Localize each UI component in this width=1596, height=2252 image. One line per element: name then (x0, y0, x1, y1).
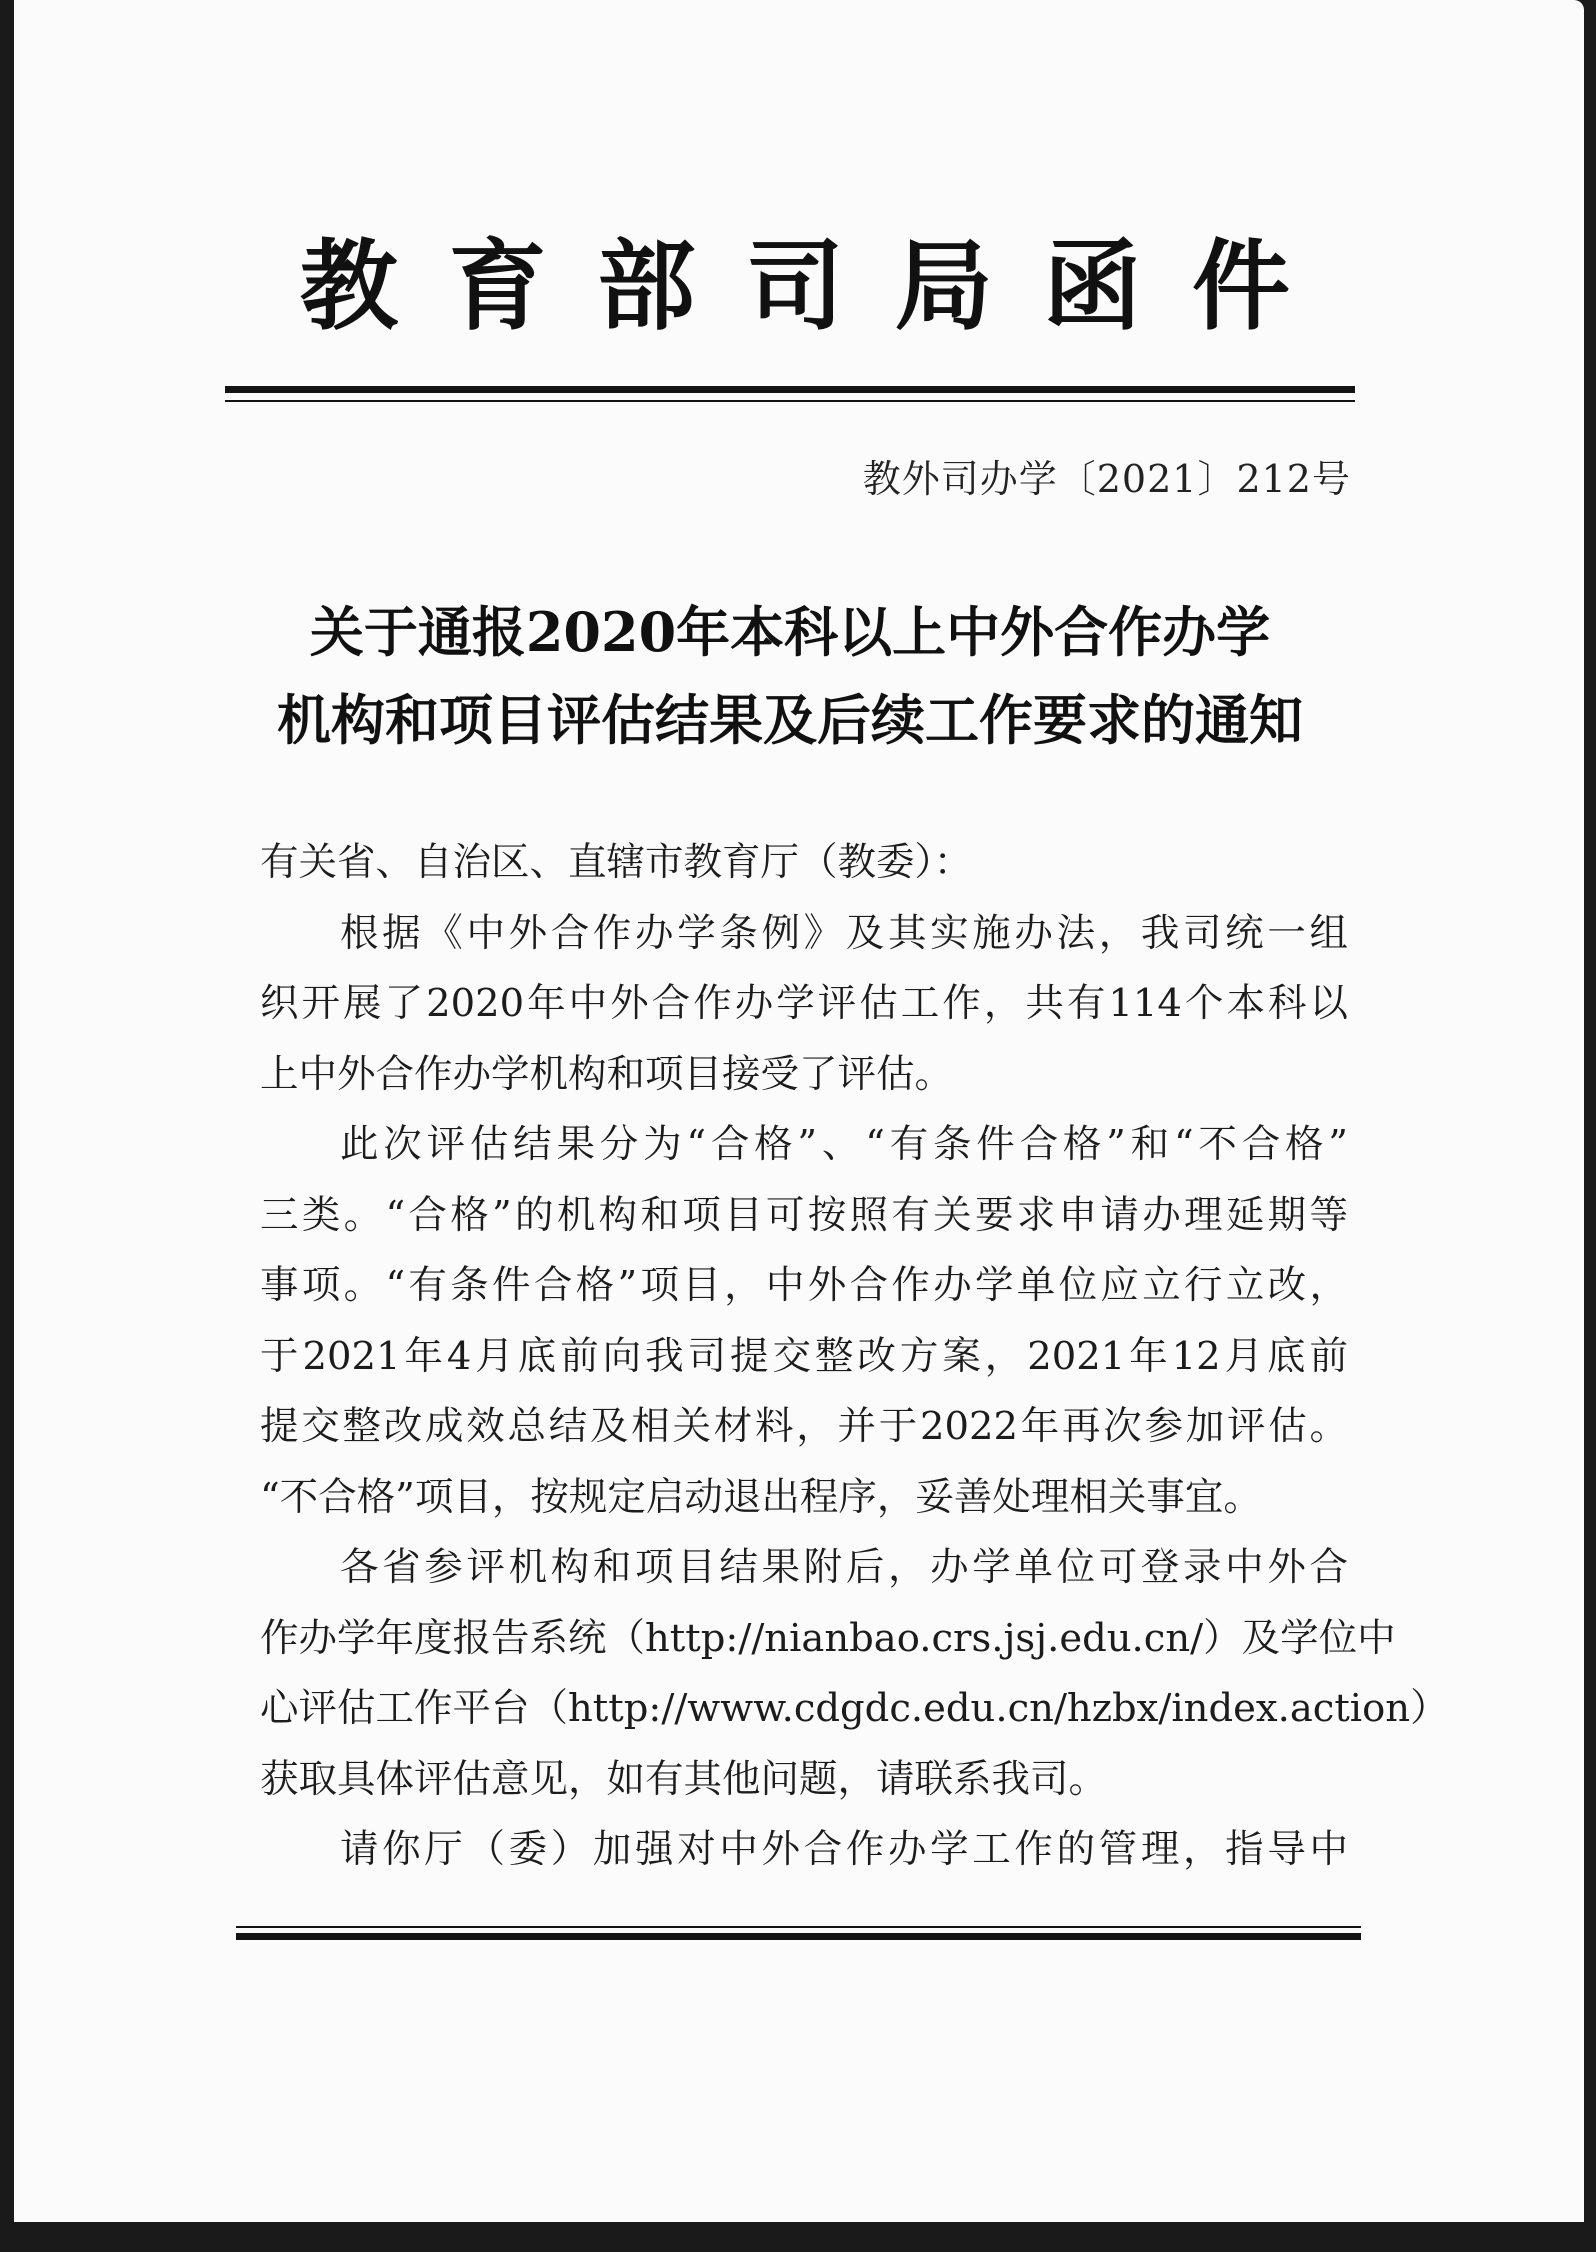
header-divider-thin (225, 400, 1355, 402)
body-line: 提交整改成效总结及相关材料，并于2022年再次参加评估。 (260, 1404, 1348, 1449)
letterhead-char: 函 (1043, 229, 1142, 344)
letterhead-title (300, 229, 1290, 344)
body-line: 作办学年度报告系统（http://nianbao.crs.jsj.edu.cn/）及学位中 (260, 1615, 1396, 1661)
body-line: 织开展了2020年中外合作办学评估工作，共有114个本科以 (260, 981, 1348, 1026)
body-line: 心评估工作平台（http://www.cdgdc.edu.cn/hzbx/index.action） (260, 1686, 1449, 1731)
notice-title-line: 关于通报2020年本科以上中外合作办学 (309, 600, 1271, 664)
body-line: “不合格”项目，按规定启动退出程序，妥善处理相关事宜。 (260, 1474, 1262, 1520)
body-line: 事项。“有条件合格”项目，中外合作办学单位应立行立改， (260, 1263, 1348, 1308)
body-line: 获取具体评估意见，如有其他问题，请联系我司。 (260, 1756, 1108, 1802)
footer-divider-thick (236, 1933, 1361, 1940)
letterhead-char: 育 (448, 229, 547, 344)
notice-title-line: 机构和项目评估结果及后续工作要求的通知 (277, 688, 1303, 752)
body-line: 上中外合作办学机构和项目接受了评估。 (260, 1051, 954, 1097)
body-line: 请你厅（委）加强对中外合作办学工作的管理，指导中 (340, 1827, 1348, 1872)
document-body (260, 828, 1449, 1886)
body-line: 根据《中外合作办学条例》及其实施办法，我司统一组 (340, 910, 1348, 956)
header-divider-thick (225, 386, 1355, 393)
footer-divider-thin (236, 1926, 1361, 1928)
salutation: 有关省、自治区、直辖市教育厅（教委）： (260, 840, 973, 885)
letterhead-char: 司 (745, 229, 844, 344)
letterhead-char: 局 (894, 229, 993, 344)
letterhead-char: 教 (300, 229, 399, 344)
letterhead-char: 件 (1191, 229, 1290, 344)
body-line: 此次评估结果分为“合格”、“有条件合格”和“不合格” (340, 1122, 1348, 1167)
body-line: 于2021年4月底前向我司提交整改方案，2021年12月底前 (260, 1333, 1348, 1379)
notice-title (240, 588, 1340, 764)
body-line: 各省参评机构和项目结果附后，办学单位可登录中外合 (340, 1545, 1348, 1590)
letterhead-char: 部 (597, 229, 696, 344)
document-number: 教外司办学〔2021〕212号 (862, 457, 1351, 501)
body-line: 三类。“合格”的机构和项目可按照有关要求申请办理延期等 (260, 1192, 1348, 1238)
